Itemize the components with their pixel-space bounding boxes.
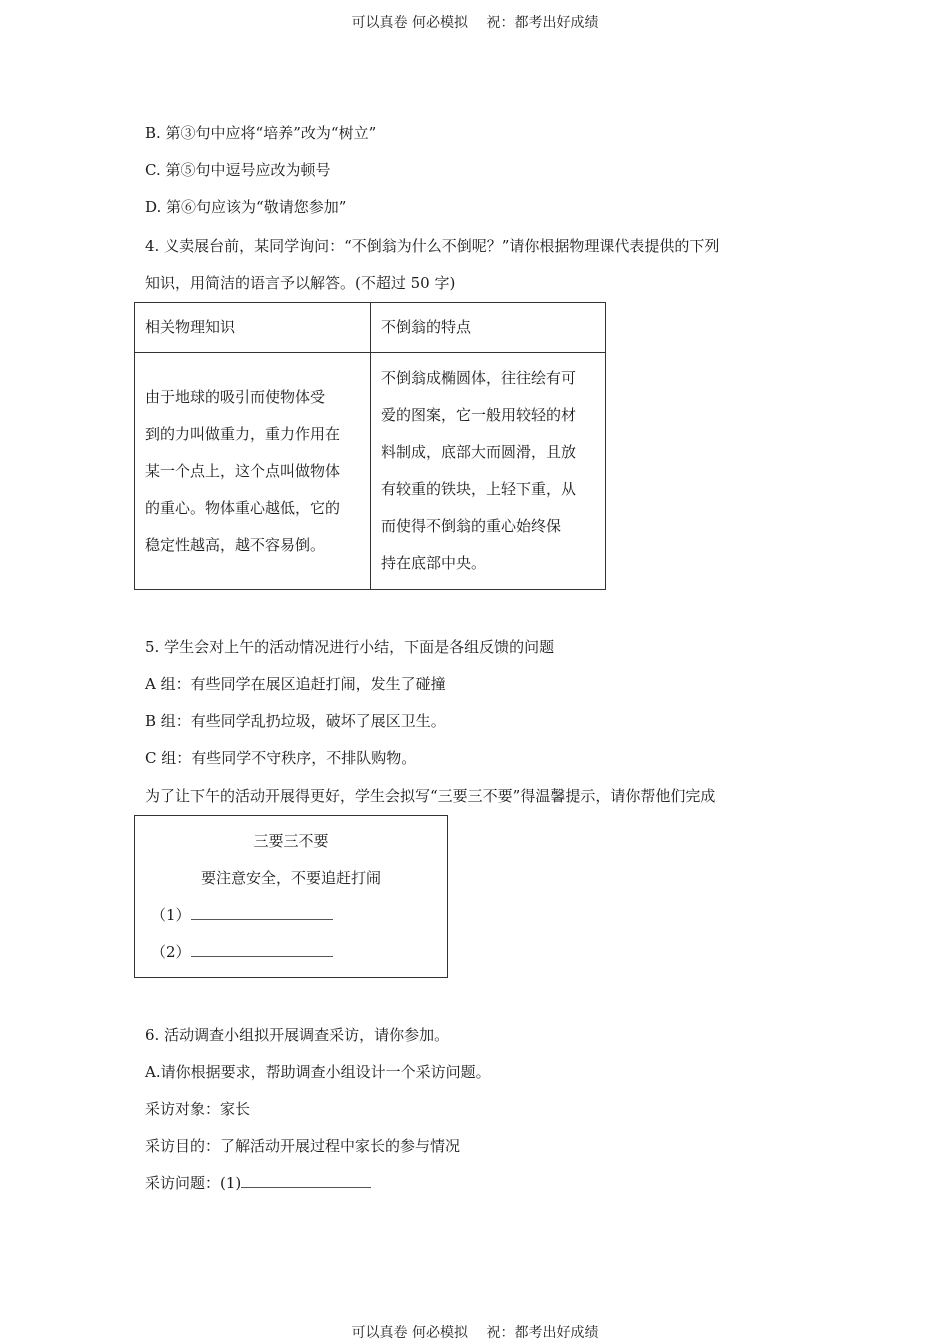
q4-line2: 知识，用简洁的语言予以解答。(不超过 50 字) <box>145 274 456 292</box>
features-line: 料制成，底部大而圆滑，且放 <box>381 443 577 461</box>
tips-example: 要注意安全，不要追赶打闹 <box>200 869 381 887</box>
tips-blank-2 <box>151 942 333 962</box>
knowledge-line: 某一个点上，这个点叫做物体 <box>145 461 341 480</box>
q5-group-a: A 组：有些同学在展区追赶打闹，发生了碰撞 <box>145 675 446 693</box>
features-line: 爱的图案，它一般用较轻的材 <box>381 406 577 424</box>
answer-blank-1[interactable] <box>191 905 333 920</box>
tips-blank-2-label: （2） <box>151 943 191 961</box>
q6-target: 采访对象：家长 <box>145 1100 251 1118</box>
features-line: 不倒翁成椭圆体，往往绘有可 <box>381 369 577 387</box>
features-line: 有较重的铁块，上轻下重，从 <box>381 480 577 498</box>
features-cell <box>371 353 606 590</box>
table-header-features: 不倒翁的特点 <box>371 303 606 353</box>
q6-intro: 6. 活动调查小组拟开展调查采访，请你参加。 <box>145 1026 450 1044</box>
table-header-knowledge: 相关物理知识 <box>135 303 371 353</box>
features-line: 持在底部中央。 <box>381 554 487 572</box>
tips-title: 三要三不要 <box>253 832 329 850</box>
q5-intro: 5. 学生会对上午的活动情况进行小结，下面是各组反馈的问题 <box>145 638 555 656</box>
tips-box <box>134 815 448 978</box>
page-footer: 可以真卷 何必模拟 祝：都考出好成绩 <box>351 1325 599 1341</box>
tips-blank-1 <box>151 905 333 925</box>
knowledge-line: 的重心。物体重心越低，它的 <box>145 498 341 517</box>
q6-purpose: 采访目的：了解活动开展过程中家长的参与情况 <box>145 1137 461 1155</box>
q6-a: A.请你根据要求，帮助调查小组设计一个采访问题。 <box>145 1063 491 1081</box>
q5-group-b: B 组：有些同学乱扔垃圾，破坏了展区卫生。 <box>145 712 446 730</box>
physics-knowledge-table <box>134 302 606 590</box>
table-body-row <box>135 353 606 590</box>
q4-line1: 4. 义卖展台前，某同学询问：“不倒翁为什么不倒呢？”请你根据物理课代表提供的下列 <box>145 237 720 255</box>
q6-question <box>145 1173 371 1193</box>
option-d: D. 第⑥句应该为“敬请您参加” <box>145 198 347 216</box>
page-header: 可以真卷 何必模拟 祝：都考出好成绩 <box>351 15 599 31</box>
knowledge-cell <box>135 353 371 590</box>
answer-blank-question[interactable] <box>241 1173 371 1188</box>
knowledge-line: 由于地球的吸引而使物体受 <box>145 387 326 406</box>
table-header-row <box>135 303 606 353</box>
q5-task: 为了让下午的活动开展得更好，学生会拟写“三要三不要”得温馨提示，请你帮他们完成 <box>145 787 716 805</box>
option-b: B. 第③句中应将“培养”改为“树立” <box>145 124 377 142</box>
answer-blank-2[interactable] <box>191 942 333 957</box>
knowledge-line: 稳定性越高，越不容易倒。 <box>145 535 326 554</box>
knowledge-line: 到的力叫做重力，重力作用在 <box>145 424 341 443</box>
tips-blank-1-label: （1） <box>151 906 191 924</box>
q5-group-c: C 组：有些同学不守秩序，不排队购物。 <box>145 749 417 767</box>
option-c: C. 第⑤句中逗号应改为顿号 <box>145 161 331 179</box>
q6-question-label: 采访问题：(1) <box>145 1174 242 1192</box>
features-line: 而使得不倒翁的重心始终保 <box>381 517 562 535</box>
